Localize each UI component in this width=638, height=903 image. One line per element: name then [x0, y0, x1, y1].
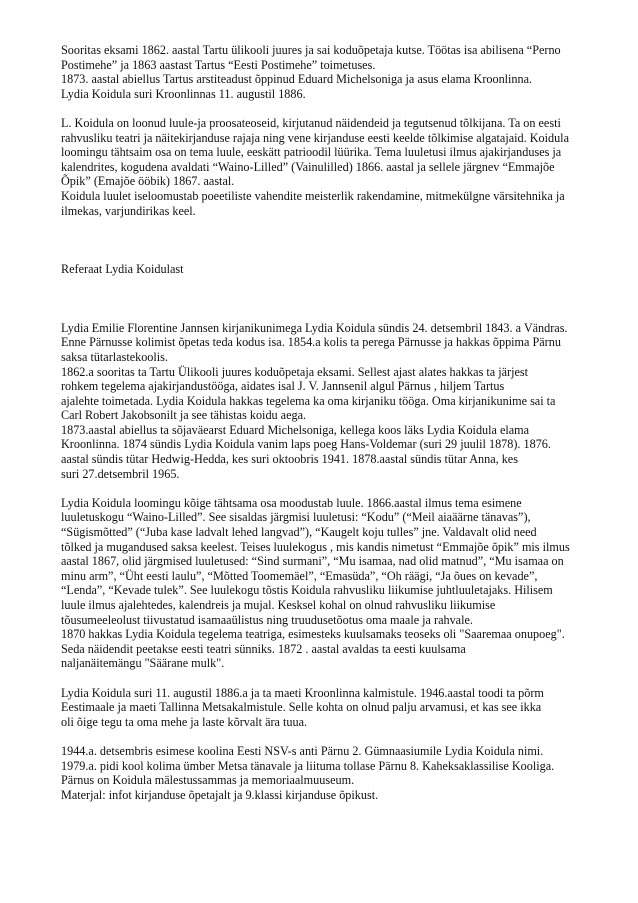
text-line: Seda näidendit peetakse eesti teatri sünniks. 1872 . aastal avaldas ta eesti kuulsama	[61, 641, 466, 656]
text-line: Lydia Emilie Florentine Jannsen kirjanikunimega Lydia Koidula sündis 24. detsembril 1843. a Vändras.	[61, 320, 568, 335]
paragraph	[61, 744, 594, 802]
block-spacer	[61, 277, 594, 321]
text-line: Referaat Lydia Koidulast	[61, 262, 184, 277]
paragraph	[61, 496, 594, 671]
text-line: minu arm”, “Üht eesti laulu”, “Mõtted Toomemäel”, “Emasüda”, “Oh räägi, “Ja õues on kevade”,	[61, 568, 538, 583]
document-body	[61, 43, 594, 802]
text-line: 1944.a. detsembris esimese koolina Eesti NSV-s anti Pärnu 2. Gümnaasiumile Lydia Koidula nimi.	[61, 743, 544, 758]
text-line: 1979.a. pidi kool kolima ümber Metsa tänavale ja liituma tollase Pärnu 8. Kaheksaklassilise Kooliga.	[61, 758, 555, 773]
paragraph	[61, 43, 594, 101]
text-line: Materjal: infot kirjanduse õpetajalt ja 9.klassi kirjanduse õpikust.	[61, 787, 379, 802]
text-line: Õpik” (Emajõe ööbik) 1867. aastal.	[61, 174, 235, 189]
text-line: rahvusliku teatri ja näitekirjanduse rajaja ning vene kirjanduse eesti keelde tõlkimise algatajaid. Koidula	[61, 130, 569, 145]
text-line: kalendrites, kogudena avaldati “Waino-Lilled” (Vainulilled) 1866. aastal ja sellele järgnev “Emmajõe	[61, 159, 555, 174]
text-line: ilmekas, varjundirikas keel.	[61, 203, 196, 218]
text-line: luuletuskogu “Waino-Lilled”. See sisaldas järgmisi luuletusi: “Kodu” (“Meil aiaäärne tänavas”),	[61, 510, 531, 525]
text-line: tõlked ja mugandused saksa keelest. Teises luulekogus , mis kandis nimetust “Emmajõe õpik” mis ilmus	[61, 539, 570, 554]
text-line: Lydia Koidula loomingu kõige tähtsama osa moodustab luule. 1866.aastal ilmus tema esimene	[61, 495, 522, 510]
paragraph	[61, 686, 594, 730]
text-line: saksa tütarlastekoolis.	[61, 349, 168, 364]
text-line: Postimehe” ja 1863 aastast Tartus “Eesti Postimehe” toimetuses.	[61, 57, 376, 72]
block-spacer	[61, 481, 594, 496]
block-spacer	[61, 729, 594, 744]
text-line: Eestimaale ja maeti Tallinna Metsakalmistule. Selle kohta on olnud palju arvamusi, et kas see ikka	[61, 700, 542, 715]
text-line: Sooritas eksami 1862. aastal Tartu ülikooli juures ja sai koduõpetaja kutse. Töötas isa abilisena “Perno	[61, 43, 561, 57]
paragraph	[61, 116, 594, 218]
text-line: naljanäitemängu "Säärane mulk".	[61, 656, 225, 671]
text-line: 1873. aastal abiellus Tartus arstiteadust õppinud Eduard Michelsoniga ja asus elama Kroonlinna.	[61, 72, 533, 87]
block-spacer	[61, 671, 594, 686]
text-line: aastal 1867, olid järgmised luuletused: “Sind surmani”, “Mu isamaa, nad olid matnud”, “Mu isamaa on	[61, 554, 564, 569]
text-line: “Sügismõtted” (“Juba kase ladvalt lehed langvad”), “Kaugelt koju tulles” jne. Valdavalt olid need	[61, 525, 537, 540]
text-line: 1862.a sooritas ta Tartu Ülikooli juures koduõpetaja eksami. Sellest ajast alates hakkas ta järjest	[61, 364, 529, 379]
text-line: rohkem tegelema ajakirjandustööga, aidates isal J. V. Jannsenil algul Pärnus , hiljem Tartus	[61, 379, 505, 394]
text-line: tõusumeeleolust tiivustatud isamaaülistus ning truudusetõotus oma maale ja rahvale.	[61, 612, 473, 627]
text-line: ajalehte toimetada. Lydia Koidula hakkas tegelema ka oma kirjaniku tööga. Oma kirjanikunime sai ta	[61, 393, 556, 408]
text-line: 1870 hakkas Lydia Koidula tegelema teatriga, esimesteks kuulsamaks teoseks oli "Saaremaa onupoeg".	[61, 627, 565, 642]
text-line: luule ilmus ajalehtedes, kalendreis ja mujal. Kesksel kohal on olnud rahvusliku liikumise	[61, 598, 496, 612]
text-line: Lydia Koidula suri Kroonlinnas 11. augustil 1886.	[61, 86, 306, 101]
text-line: Carl Robert Jakobsonilt ja see tähistas koidu aega.	[61, 408, 307, 423]
text-line: Enne Pärnusse kolimist õpetas teda kodus isa. 1854.a kolis ta perega Pärnusse ja hakkas õppima Pärnu	[61, 335, 561, 350]
text-line: “Lenda”, “Kevade tulek”. See luulekogu tõstis Koidula rahvusliku liikumise juhtluuletajaks. Hilisem	[61, 583, 553, 598]
text-line: Pärnus on Koidula mälestussammas ja memoriaalmuuseum.	[61, 773, 355, 788]
text-line: aastal sündis tütar Hedwig-Hedda, kes suri oktoobris 1941. 1878.aastal sündis tütar Anna, kes	[61, 452, 518, 467]
text-line: 1873.aastal abiellus ta sõjaväearst Eduard Michelsoniga, kellega koos läks Lydia Koidula elama	[61, 422, 530, 437]
text-line: Kroonlinna. 1874 sündis Lydia Koidula vanim laps poeg Hans-Voldemar (suri 29 juulil 1878). 1876.	[61, 437, 551, 452]
text-line: suri 27.detsembril 1965.	[61, 466, 180, 481]
text-line: Koidula luulet iseloomustab poeetiliste vahendite meisterlik rakendamine, mitmekülgne värsitehnika ja	[61, 188, 565, 203]
document-heading	[61, 262, 594, 277]
block-spacer	[61, 101, 594, 116]
text-line: loomingu tähtsaim osa on tema luule, eeskätt patrioodil lüürika. Tema luuletusi ilmus ajakirjanduses ja	[61, 145, 562, 160]
text-line: L. Koidula on loonud luule-ja proosateoseid, kirjutanud näidendeid ja tegutsenud tõlkijana. Ta on eesti	[61, 115, 561, 130]
text-line: oli õige tegu ta oma mehe ja laste kõrvalt ära tuua.	[61, 714, 308, 729]
block-spacer	[61, 218, 594, 262]
text-line: Lydia Koidula suri 11. augustil 1886.a ja ta maeti Kroonlinna kalmistule. 1946.aastal toodi ta põrm	[61, 685, 544, 700]
paragraph	[61, 321, 594, 482]
